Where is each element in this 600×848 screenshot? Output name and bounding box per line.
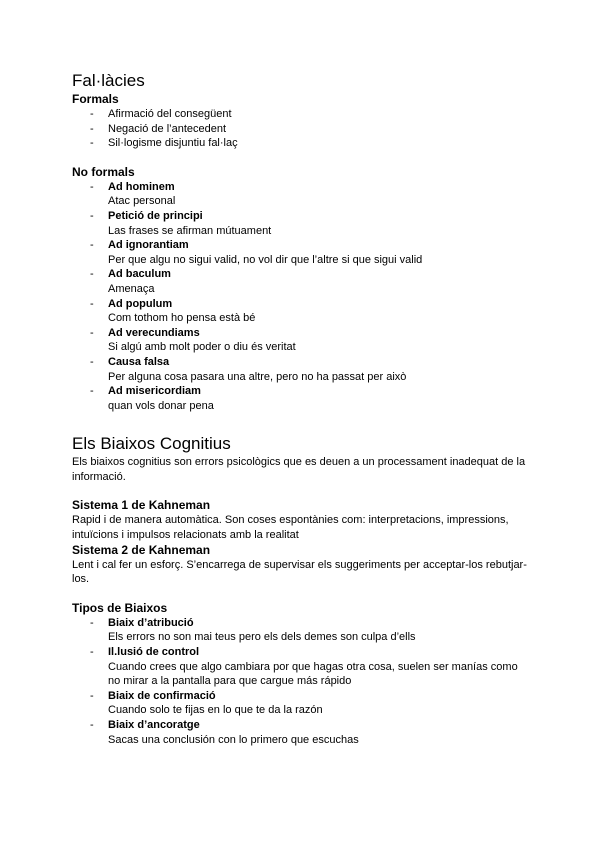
- list-item: [72, 689, 532, 718]
- bias-term: Biaix d’atribució: [108, 616, 194, 629]
- list-item: [72, 326, 532, 355]
- bullet-dash: -: [90, 719, 94, 731]
- list-item-text: Sil·logisme disjuntiu fal·laç: [108, 137, 238, 150]
- bullet-dash: -: [90, 646, 94, 659]
- section-title-fallacies: Fal·làcies: [72, 71, 145, 90]
- fallacy-term: Ad misericordiam: [108, 385, 201, 398]
- list-item: [72, 267, 532, 296]
- sistema-2-text: Lent i cal fer un esforç. S’encarrega de supervisar els suggeriments per acceptar-los rebutjar-los.: [72, 558, 527, 586]
- section-title-cognitive-biases: Els Biaixos Cognitius: [72, 434, 231, 454]
- bullet-dash: -: [90, 239, 94, 252]
- list-item: [72, 384, 532, 413]
- bullet-dash: -: [90, 297, 94, 310]
- list-item: [72, 209, 532, 238]
- fallacy-term: Ad hominem: [108, 180, 175, 193]
- list-item: [72, 107, 532, 122]
- bullet-dash: -: [90, 268, 94, 281]
- bias-term: Il.lusió de control: [108, 646, 200, 659]
- fallacy-term: Ad populum: [108, 297, 173, 310]
- bias-term: Biaix de confirmació: [108, 689, 216, 702]
- fallacy-term: Petició de principi: [108, 209, 203, 222]
- list-item: [72, 122, 532, 137]
- list-item: [72, 355, 532, 384]
- bias-term: Biaix d’ancoratge: [108, 719, 200, 731]
- fallacy-description: Per alguna cosa pasara una altre, pero no ha passat per això: [108, 370, 407, 383]
- fallacy-description: Amenaça: [108, 282, 155, 295]
- bias-description: Cuando solo te fijas en lo que te da la razón: [108, 704, 323, 717]
- bullet-dash: -: [90, 355, 94, 368]
- fallacy-term: Ad verecundiams: [108, 326, 200, 339]
- bullet-dash: -: [90, 689, 94, 702]
- fallacy-description: Las frases se afirman mútuament: [108, 224, 272, 237]
- fallacy-term: Ad baculum: [108, 268, 171, 281]
- sistema-1-text: Rapid i de manera automàtica. Son coses espontànies com: interpretacions, impressions, intuïcions i impulsos relacionats amb la realitat: [72, 514, 509, 542]
- bias-description: Sacas una conclusión con lo primero que escuchas: [108, 733, 359, 746]
- bullet-dash: -: [90, 385, 94, 398]
- list-formals: [72, 107, 532, 151]
- fallacy-description: Atac personal: [108, 195, 176, 208]
- bullet-dash: -: [90, 209, 94, 222]
- bias-description: Cuando crees que algo cambiara por que hagas otra cosa, suelen ser manías como no mirar a la pantalla para que cargue más rápido: [108, 660, 518, 688]
- bullet-dash: -: [90, 326, 94, 339]
- document-page: [72, 70, 532, 747]
- bias-description: Els errors no son mai teus pero els dels demes son culpa d’ells: [108, 631, 416, 644]
- intro-paragraph: Els biaixos cognitius son errors psicològics que es deuen a un processament inadequat de la informació.: [72, 456, 526, 483]
- list-no-formals: [72, 180, 532, 414]
- heading-formals: Formals: [72, 92, 119, 106]
- list-item: [72, 616, 532, 645]
- bullet-dash: -: [90, 180, 94, 193]
- fallacy-term: Ad ignorantiam: [108, 239, 189, 252]
- fallacy-term: Causa falsa: [108, 355, 170, 368]
- bullet-dash: -: [90, 108, 94, 120]
- bullet-dash: -: [90, 616, 94, 629]
- heading-sistema-2: Sistema 2 de Kahneman: [72, 542, 211, 557]
- fallacy-description: Com tothom ho pensa està bé: [108, 312, 256, 325]
- list-item: [72, 297, 532, 326]
- fallacy-description: Per que algu no sigui valid, no vol dir que l’altre si que sigui valid: [108, 253, 423, 266]
- bullet-dash: -: [90, 122, 94, 135]
- list-item: [72, 238, 532, 267]
- list-item: [72, 180, 532, 209]
- bullet-dash: -: [90, 137, 94, 150]
- list-item: [72, 645, 532, 689]
- fallacy-description: quan vols donar pena: [108, 399, 214, 412]
- list-item-text: Negació de l’antecedent: [108, 122, 227, 135]
- heading-no-formals: No formals: [72, 164, 135, 179]
- list-item: [72, 136, 532, 151]
- heading-sistema-1: Sistema 1 de Kahneman: [72, 498, 211, 513]
- list-item-text: Afirmació del consegüent: [108, 108, 232, 120]
- list-item: [72, 718, 532, 747]
- heading-tipos-biaixos: Tipos de Biaixos: [72, 600, 168, 615]
- fallacy-description: Si algú amb molt poder o diu és veritat: [108, 341, 296, 354]
- list-tipos-biaixos: [72, 616, 532, 747]
